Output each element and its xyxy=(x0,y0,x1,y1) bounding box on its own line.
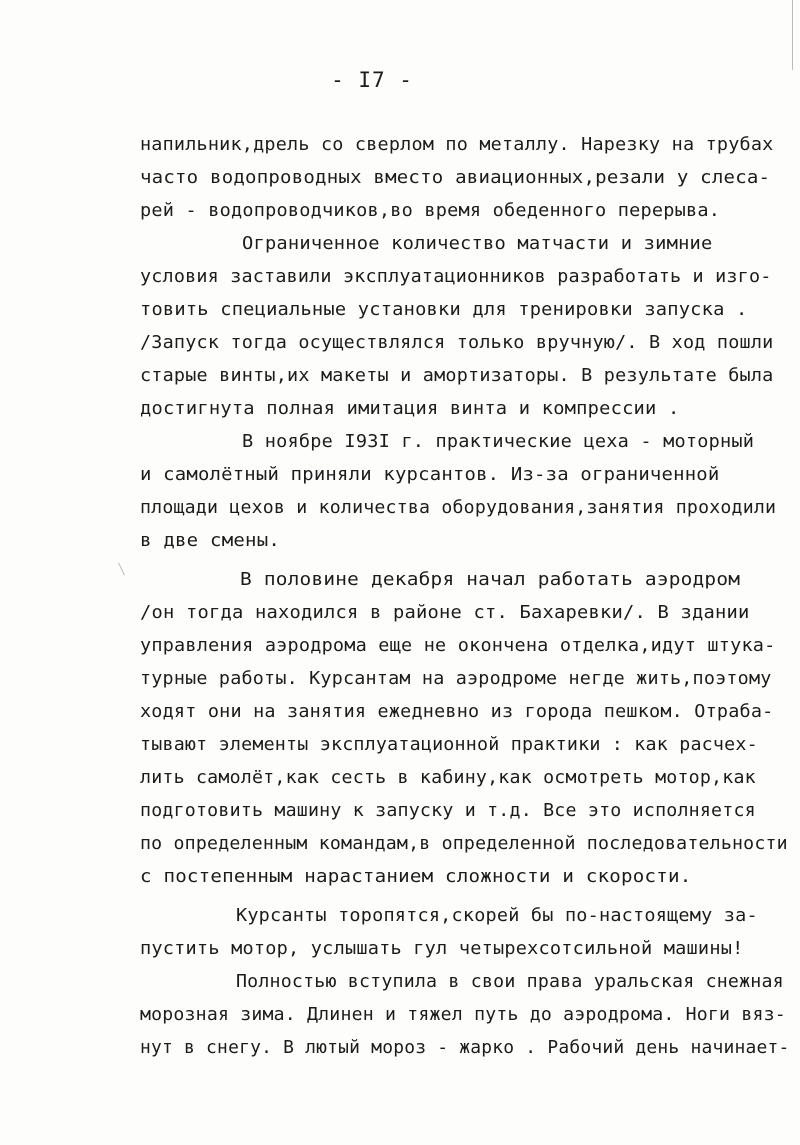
text-line: и самолётный приняли курсантов. Из-за ограниченной xyxy=(140,465,720,485)
scan-edge-mark xyxy=(118,562,125,575)
text-line: Полностью вступила в свои права уральская снежная xyxy=(236,972,784,992)
text-line: морозная зима. Длинен и тяжел путь до аэродрома. Ноги вяз- xyxy=(140,1005,786,1025)
text-line: условия заставили эксплуатационников разработать и изго- xyxy=(140,267,772,287)
text-line: /он тогда находился в районе ст. Бахаревки/. В здании xyxy=(140,603,750,623)
text-line: В ноябре I93I г. практические цеха - моторный xyxy=(242,432,755,452)
text-line: с постепенным нарастанием сложности и скорости. xyxy=(140,867,692,887)
text-line: Курсанты торопятся,скорей бы по-настоящему за- xyxy=(236,906,758,926)
text-line: подготовить машину к запуску и т.д. Все это исполняется xyxy=(140,801,756,821)
text-line: Ограниченное количество матчасти и зимние xyxy=(242,234,713,254)
text-line: достигнута полная имитация винта и компрессии . xyxy=(140,399,680,419)
text-line: площади цехов и количества оборудования,занятия проходили xyxy=(140,498,777,518)
text-line: в две смены. xyxy=(140,531,281,551)
text-line: товить специальные установки для тренировки запуска . xyxy=(140,300,748,320)
page-number: - I7 - xyxy=(331,68,413,92)
text-line: управления аэродрома еще не окончена отделка,идут штука- xyxy=(140,636,776,656)
text-line: /Запуск тогда осуществлялся только вручную/. В ход пошли xyxy=(140,333,774,353)
text-line: лить самолёт,как сесть в кабину,как осмотреть мотор,как xyxy=(140,768,756,788)
text-line: тывают элементы эксплуатационной практики : как расчех- xyxy=(140,735,758,755)
text-line: по определенным командам,в определенной последовательности xyxy=(140,834,788,854)
text-line: часто водопроводных вместо авиационных,резали у слеса- xyxy=(140,168,771,188)
text-line: В половине декабря начал работать аэродром xyxy=(240,570,741,590)
text-line: рей - водопроводчиков,во время обеденного перерыва. xyxy=(140,201,721,221)
text-line: старые винты,их макеты и амортизаторы. В результате была xyxy=(140,366,774,386)
text-line: нут в снегу. В лютый мороз - жарко . Рабочий день начинает- xyxy=(140,1038,790,1058)
text-line: пустить мотор, услышать гул четырехсотсильной машины! xyxy=(140,939,744,959)
text-line: турные работы. Курсантам на аэродроме негде жить,поэтому xyxy=(140,669,772,689)
text-line: ходят они на занятия ежедневно из города пешком. Отраба- xyxy=(140,702,774,722)
scan-edge-mark xyxy=(792,0,793,70)
text-line: напильник,дрель со сверлом по металлу. Нарезку на трубах xyxy=(140,135,774,155)
